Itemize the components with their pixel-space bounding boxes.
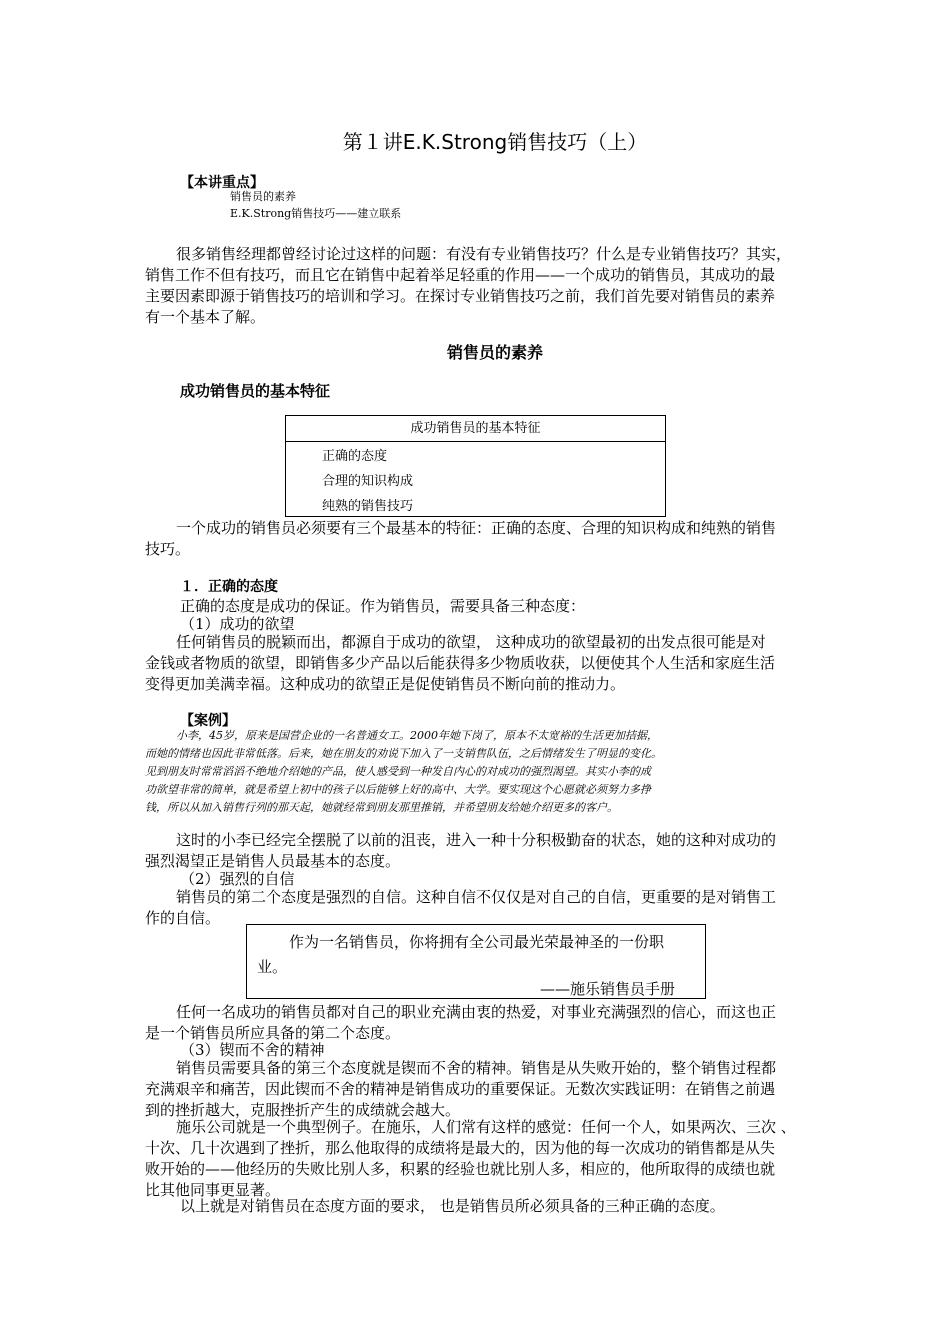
attitude-item-3: （3）锲而不舍的精神 [180,1041,325,1059]
intro-line: 有一个基本了解。 [145,308,266,326]
key-points-heading: 【本讲重点】 [180,175,264,191]
case-line: 功欲望非常的简单，就是希望上初中的孩子以后能够上好的高中、大学。要实现这个心愿就必须努力多挣 [145,783,651,796]
case-heading: 【案例】 [180,713,236,729]
page-title: 第１讲E.K.Strong销售技巧（上） [342,130,648,154]
paragraph-line: 作的自信。 [145,909,221,927]
paragraph-line: 败开始的——他经历的失败比别人多，积累的经验也就比别人多，相应的，他所取得的成绩也就 [145,1160,776,1178]
features-table-row: 正确的态度 [322,449,388,464]
paragraph-line: 施乐公司就是一个典型例子。在施乐，人们常有这样的感觉：任何一个人，如果两次、三次 、 [176,1118,796,1136]
quote-box [246,924,706,999]
quote-line: 作为一名销售员，你将拥有全公司最光荣最神圣的一份职 [289,933,665,951]
attitude-item-2: （2）强烈的自信 [180,870,295,888]
intro-line: 很多销售经理都曾经讨论过这样的问题：有没有专业销售技巧？什么是专业销售技巧？其实， [176,245,792,263]
xerox-paragraph [145,1117,810,1201]
paragraph-line: 金钱或者物质的欲望，即销售多少产品以后能获得多少物质收获，以便使其个人生活和家庭生活 [145,654,776,672]
attitude-item-1-text [145,632,810,695]
attitude-lead: 正确的态度是成功的保证。作为销售员，需要具备三种态度： [180,597,586,615]
attitude-item-1: （1）成功的欲望 [180,615,295,633]
paragraph-line: 比其他同事更显著。 [145,1181,281,1199]
case-line: 小李，45岁，原来是国营企业的一名普通女工。2000年她下岗了，原本不太宽裕的生活更加拮据， [176,729,658,742]
attitude-heading: １．正确的态度 [180,579,278,595]
features-table-row: 纯熟的销售技巧 [322,499,414,514]
paragraph-line: 这时的小李已经完全摆脱了以前的沮丧，进入一种十分积极勤奋的状态，她的这种对成功的 [176,831,777,849]
paragraph-line: 销售员的第二个态度是强烈的自信。这种自信不仅仅是对自己的自信，更重要的是对销售工 [176,888,777,906]
intro-line: 销售工作不但有技巧，而且它在销售中起着举足轻重的作用——一个成功的销售员，其成功的最 [145,266,776,284]
features-table-header: 成功销售员的基本特征 [286,416,665,442]
after-quote-paragraph [145,1002,810,1044]
paragraph-line: 任何销售员的脱颖而出，都源自于成功的欲望， 这种成功的欲望最初的出发点很可能是对 [176,633,766,651]
case-line: 见到朋友时常常滔滔不绝地介绍她的产品，使人感受到一种发自内心的对成功的强烈渴望。其实小李的成 [145,765,651,778]
conclusion-paragraph: 以上就是对销售员在态度方面的要求， 也是销售员所必须具备的三种正确的态度。 [180,1197,725,1215]
paragraph-line: 变得更加美满幸福。这种成功的欲望正是促使销售员不断向前的推动力。 [145,675,626,693]
paragraph-line: 销售员需要具备的第三个态度就是锲而不舍的精神。销售是从失败开始的，整个销售过程都 [176,1059,777,1077]
attitude-item-3-text [145,1058,810,1121]
paragraph-line: 到的挫折越大，克服挫折产生的成绩就会越大。 [145,1101,461,1119]
quote-line: 业。 [257,958,288,976]
paragraph-line: 十次、几十次遇到了挫折，那么他取得的成绩将是最大的，因为他的每一次成功的销售都是从失 [145,1139,776,1157]
features-table [285,415,666,517]
features-table-row: 合理的知识构成 [322,474,414,489]
paragraph-line: 是一个销售员所应具备的第二个态度。 [145,1024,401,1042]
case-line: 钱，所以从加入销售行列的那天起，她就经常到朋友那里推销，并希望朋友给她介绍更多的客户。 [145,801,618,814]
paragraph-line: 强烈渴望正是销售人员最基本的态度。 [145,852,401,870]
intro-line: 主要因素即源于销售技巧的培训和学习。在探讨专业销售技巧之前，我们首先要对销售员的素养 [145,287,776,305]
after-case-paragraph [145,830,810,872]
paragraph-line: 充满艰辛和痛苦，因此锲而不舍的精神是销售成功的重要保证。无数次实践证明：在销售之前遇 [145,1080,776,1098]
case-line: 而她的情绪也因此非常低落。后来，她在朋友的劝说下加入了一支销售队伍，之后情绪发生了明显的变化。 [145,747,662,760]
paragraph-line: 技巧。 [145,540,191,558]
subsection-title: 成功销售员的基本特征 [180,382,331,400]
quote-source: ——施乐销售员手册 [539,980,675,998]
paragraph-line: 一个成功的销售员必须要有三个最基本的特征：正确的态度、合理的知识构成和纯熟的销售 [176,519,777,537]
case-text [145,727,810,817]
attitude-item-2-text [145,887,810,929]
features-paragraph [145,518,810,560]
key-point-item: 销售员的素养 [230,190,296,203]
key-point-item: E.K.Strong销售技巧——建立联系 [230,207,402,220]
paragraph-line: 任何一名成功的销售员都对自己的职业充满由衷的热爱，对事业充满强烈的信心，而这也正 [176,1003,777,1021]
section-title: 销售员的素养 [446,343,543,362]
intro-paragraph [145,244,810,328]
